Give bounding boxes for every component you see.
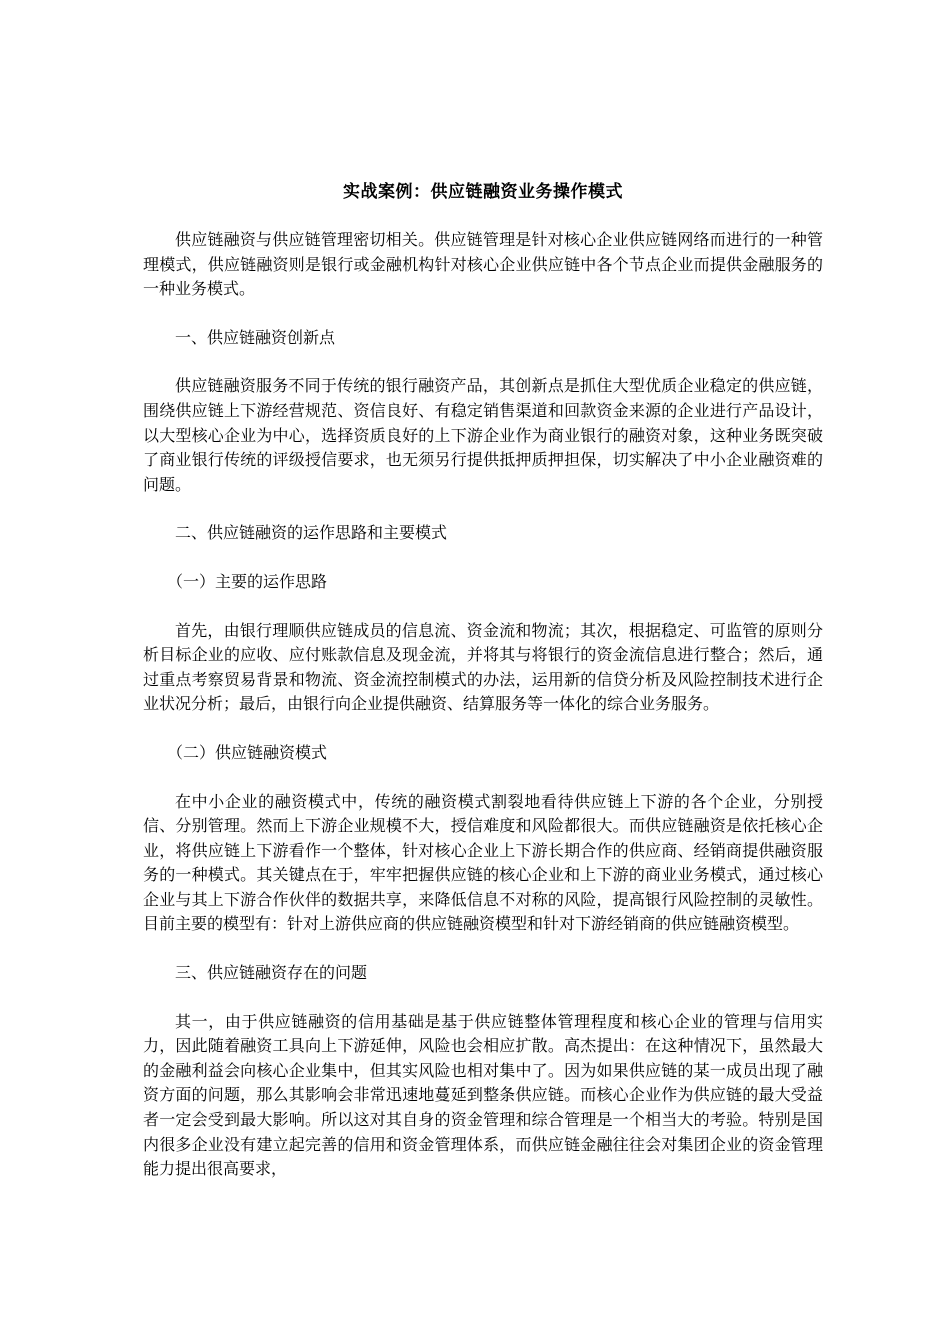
document-page (143, 180, 823, 1206)
subsection-heading-models: （二）供应链融资模式 (167, 742, 328, 762)
models-paragraph: 在中小企业的融资模式中，传统的融资模式割裂地看待供应链上下游的各个企业，分别授信、分别管理。然而上下游企业规模不大，授信难度和风险都很大。而供应链融资是依托核心企业，将供应链上下游看作一个整体，针对核心企业上下游长期合作的供应商、经销商提供融资服务的一种模式。其关键点在于，牢牢把握供应链的核心企业和上下游的商业业务模式，通过核心企业与其上下游合作伙伴的数据共享，来降低信息不对称的风险，提高银行风险控制的灵敏性。 目前主要的模型有：针对上游供应商的供应链融资模型和针对下游经销商的供应链融资模型。 (143, 791, 823, 934)
problems-paragraph: 其一，由于供应链融资的信用基础是基于供应链整体管理程度和核心企业的管理与信用实力，因此随着融资工具向上下游延伸，风险也会相应扩散。高杰提出：在这种情况下，虽然最大的金融利益会向核心企业集中，但其实风险也相对集中了。因为如果供应链的某一成员出现了融资方面的问题，那么其影响会非常迅速地蔓延到整条供应链。而核心企业作为供应链的最大受益者一定会受到最大影响。所以这对其自身的资金管理和综合管理是一个相当大的考验。特别是国内很多企业没有建立起完善的信用和资金管理体系，而供应链金融往往会对集团企业的资金管理能力提出很高要求， (143, 1011, 823, 1179)
section-heading-operation: 二、供应链融资的运作思路和主要模式 (175, 523, 448, 543)
approach-paragraph: 首先，由银行理顺供应链成员的信息流、资金流和物流；其次，根据稳定、可监管的原则分析目标企业的应收、应付账款信息及现金流，并将其与将银行的资金流信息进行整合；然后，通过重点考察贸易背景和物流、资金流控制模式的办法，运用新的信贷分析及风险控制技术进行企业状况分析；最后，由银行向企业提供融资、结算服务等一体化的综合业务服务。 (143, 620, 823, 714)
section-heading-innovation: 一、供应链融资创新点 (175, 327, 336, 347)
intro-paragraph: 供应链融资与供应链管理密切相关。供应链管理是针对核心企业供应链网络而进行的一种管理模式，供应链融资则是银行或金融机构针对核心企业供应链中各个节点企业而提供金融服务的一种业务模式。 (143, 230, 823, 299)
subsection-heading-approach: （一）主要的运作思路 (167, 571, 328, 591)
innovation-paragraph: 供应链融资服务不同于传统的银行融资产品，其创新点是抓住大型优质企业稳定的供应链，围绕供应链上下游经营规范、资信良好、有稳定销售渠道和回款资金来源的企业进行产品设计，以大型核心企业为中心，选择资质良好的上下游企业作为商业银行的融资对象，这种业务既突破了商业银行传统的评级授信要求，也无须另行提供抵押质押担保，切实解决了中小企业融资难的问题。 (143, 376, 823, 494)
section-heading-problems: 三、供应链融资存在的问题 (175, 963, 368, 983)
document-title: 实战案例：供应链融资业务操作模式 (343, 182, 623, 202)
